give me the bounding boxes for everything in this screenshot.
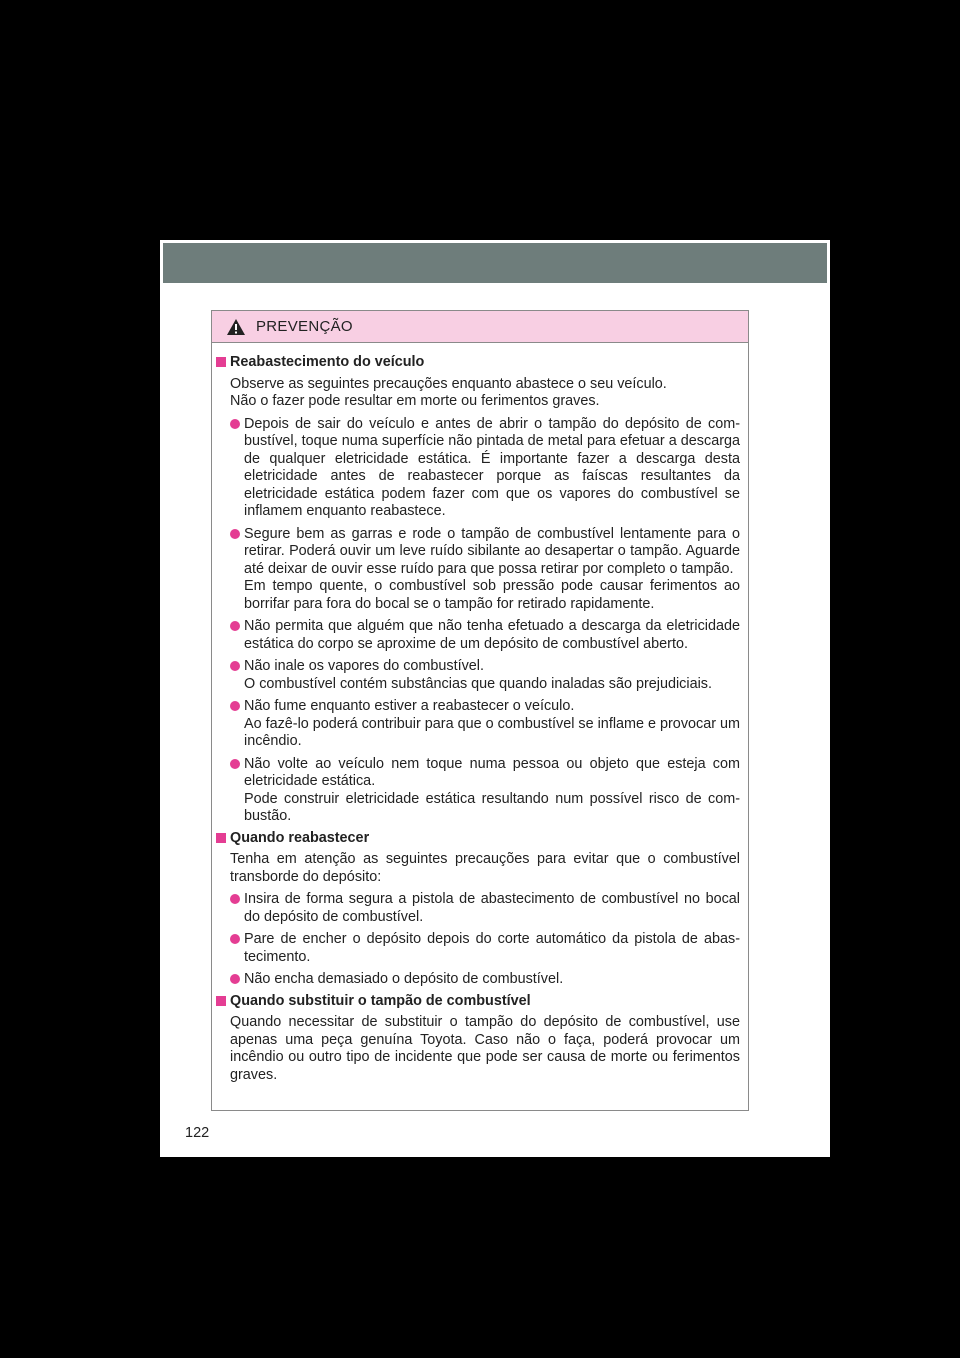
round-bullet-icon	[230, 419, 240, 429]
square-bullet-icon	[216, 357, 226, 367]
section-title: Reabastecimento do veículo	[230, 354, 425, 370]
round-bullet-icon	[230, 529, 240, 539]
list-item	[216, 698, 740, 751]
round-bullet-icon	[230, 661, 240, 671]
list-item-text: Insira de forma segura a pistola de abastecimento de combustível no bocal do depósito de combustível.	[244, 891, 740, 925]
section-title: Quando reabastecer	[230, 829, 370, 846]
round-bullet-icon	[230, 621, 240, 631]
list-item	[216, 658, 740, 693]
caution-content	[212, 343, 748, 1084]
list-item-text: Não fume enquanto estiver a reabastecer o veículo. Ao fazê-lo poderá contribuir para que o combustível se inflame e provocar um incêndio.	[244, 698, 740, 749]
square-bullet-icon	[216, 996, 226, 1006]
caution-box	[211, 310, 749, 1111]
list-item	[216, 416, 740, 521]
list-item	[216, 526, 740, 614]
list-item	[216, 971, 740, 989]
list-item	[216, 891, 740, 926]
list-item-text: Não permita que alguém que não tenha efetuado a descarga da eletricidade estática do corpo se aproxime de um depósito de combustível aberto.	[244, 618, 740, 652]
section-heading	[216, 830, 740, 848]
caution-title: PREVENÇÃO	[256, 318, 353, 335]
list-item-text: Não inale os vapores do combustível. O combustível contém substâncias que quando inaladas são prejudiciais.	[244, 658, 712, 692]
list-item	[216, 756, 740, 826]
page-header-bar	[163, 243, 827, 283]
round-bullet-icon	[230, 894, 240, 904]
round-bullet-icon	[230, 759, 240, 769]
caution-header	[212, 311, 748, 343]
section-intro: Quando necessitar de substituir o tampão do depósito de combustível, use apenas uma peça genuína Toyota. Caso não o faça, poderá provocar um incêndio ou outro tipo de incidente que pode ser causa de morte ou ferimentos graves.	[230, 1014, 740, 1083]
list-item	[216, 931, 740, 966]
list-item-text: Não volte ao veículo nem toque numa pessoa ou objeto que esteja com eletricidade estática. Pode construir eletricidade estática resultando num possível risco de combustão.	[244, 755, 740, 824]
page-number: 122	[185, 1125, 210, 1141]
section-heading	[216, 993, 740, 1011]
section-heading	[216, 354, 740, 372]
section-title: Quando substituir o tampão de combustível	[230, 992, 531, 1009]
list-item	[216, 618, 740, 653]
square-bullet-icon	[216, 833, 226, 843]
list-item-text: Pare de encher o depósito depois do corte automático da pistola de abastecimento.	[244, 931, 740, 965]
list-item-text: Segure bem as garras e rode o tampão de combustível lentamente para o retirar. Poderá ouvir um leve ruído sibilante ao desapertar o tampão. Aguarde até deixar de ouvir esse ruído para que possa retirar por completo o tampão. Em tempo quente, o combustível sob pressão pode causar ferimentos ao borrifar para fora do bocal se o tampão for retirado rapidamente.	[244, 525, 740, 612]
round-bullet-icon	[230, 934, 240, 944]
section-intro: Observe as seguintes precauções enquanto abastece o seu veículo. Não o fazer pode resultar em morte ou ferimentos graves.	[230, 375, 667, 409]
warning-triangle-icon	[226, 318, 246, 336]
list-item-text: Não encha demasiado o depósito de combustível.	[244, 971, 564, 987]
round-bullet-icon	[230, 701, 240, 711]
round-bullet-icon	[230, 974, 240, 984]
manual-page	[160, 240, 830, 1157]
section-intro: Tenha em atenção as seguintes precauções para evitar que o combustível transborde do depósito:	[230, 851, 740, 885]
list-item-text: Depois de sair do veículo e antes de abrir o tampão do depósito de combustível, toque numa superfície não pintada de metal para efetuar a descarga de qualquer eletricidade estática. É importante fazer a descarga desta eletricidade antes de reabastecer porque as faíscas resultantes da eletricidade estática podem fazer com que os vapores do combustível se inflamem enquanto reabastece.	[244, 415, 740, 519]
